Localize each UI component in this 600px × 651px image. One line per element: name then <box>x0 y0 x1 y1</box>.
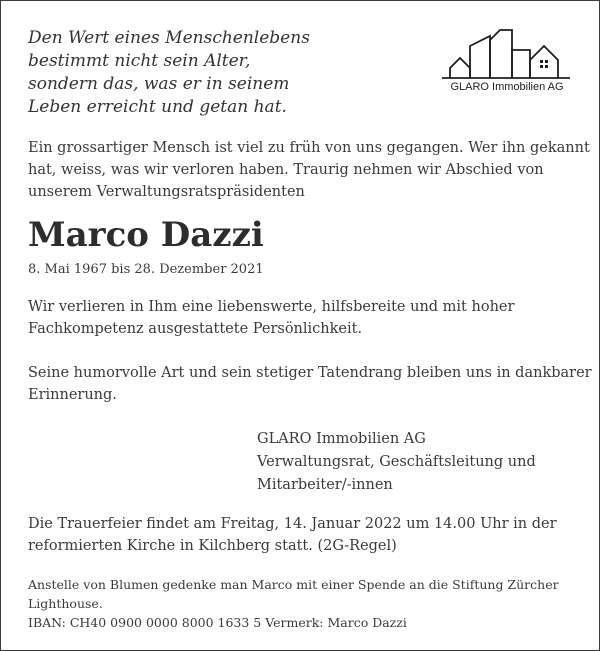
intro-line: hat, weiss, was wir verloren haben. Traurig nehmen wir Abschied von <box>28 162 544 178</box>
deceased-name: Marco Dazzi <box>28 215 264 255</box>
signature-line: Mitarbeiter/-innen <box>257 477 393 493</box>
tribute-line: Wir verlieren in Ihm eine liebenswerte, hilfsbereite und mit hoher <box>28 299 515 315</box>
tribute-line: Seine humorvolle Art und sein stetiger Tatendrang bleiben uns in dankbarer <box>28 365 592 381</box>
company-logo <box>440 28 572 96</box>
ceremony-line: reformierten Kirche in Kilchberg statt. (2G-Regel) <box>28 538 397 554</box>
signature-line: Verwaltungsrat, Geschäftsleitung und <box>257 454 536 470</box>
donation-line: Lighthouse. <box>28 596 103 611</box>
life-dates: 8. Mai 1967 bis 28. Dezember 2021 <box>28 262 264 277</box>
quote-line: sondern das, was er in seinem <box>28 74 290 94</box>
quote-line: bestimmt nicht sein Alter, <box>28 51 251 71</box>
intro-paragraph <box>28 137 590 203</box>
tribute-paragraph-2 <box>28 362 592 406</box>
signature-line: GLARO Immobilien AG <box>257 431 426 447</box>
memorial-quote <box>28 27 428 119</box>
tribute-line: Erinnerung. <box>28 387 117 403</box>
quote-line: Den Wert eines Menschenlebens <box>28 28 310 48</box>
quote-line: Leben erreicht und getan hat. <box>28 97 287 117</box>
tribute-line: Fachkompetenz ausgestattete Persönlichkeit. <box>28 321 363 337</box>
ceremony-line: Die Trauerfeier findet am Freitag, 14. Januar 2022 um 14.00 Uhr in der <box>28 516 557 532</box>
intro-line: Ein grossartiger Mensch ist viel zu früh von uns gegangen. Wer ihn gekannt <box>28 140 590 156</box>
donation-line: IBAN: CH40 0900 0000 8000 1633 5 Vermerk: Marco Dazzi <box>28 615 407 630</box>
skyline-logo-icon <box>440 28 572 82</box>
intro-line: unserem Verwaltungsratspräsidenten <box>28 184 305 200</box>
donation-note <box>28 575 559 632</box>
donation-line: Anstelle von Blumen gedenke man Marco mit einer Spende an die Stiftung Zürcher <box>28 577 559 592</box>
tribute-paragraph-1 <box>28 296 514 340</box>
ceremony-paragraph <box>28 513 557 557</box>
signature-block <box>257 428 536 497</box>
logo-company-name: GLARO Immobilien AG <box>450 81 564 93</box>
